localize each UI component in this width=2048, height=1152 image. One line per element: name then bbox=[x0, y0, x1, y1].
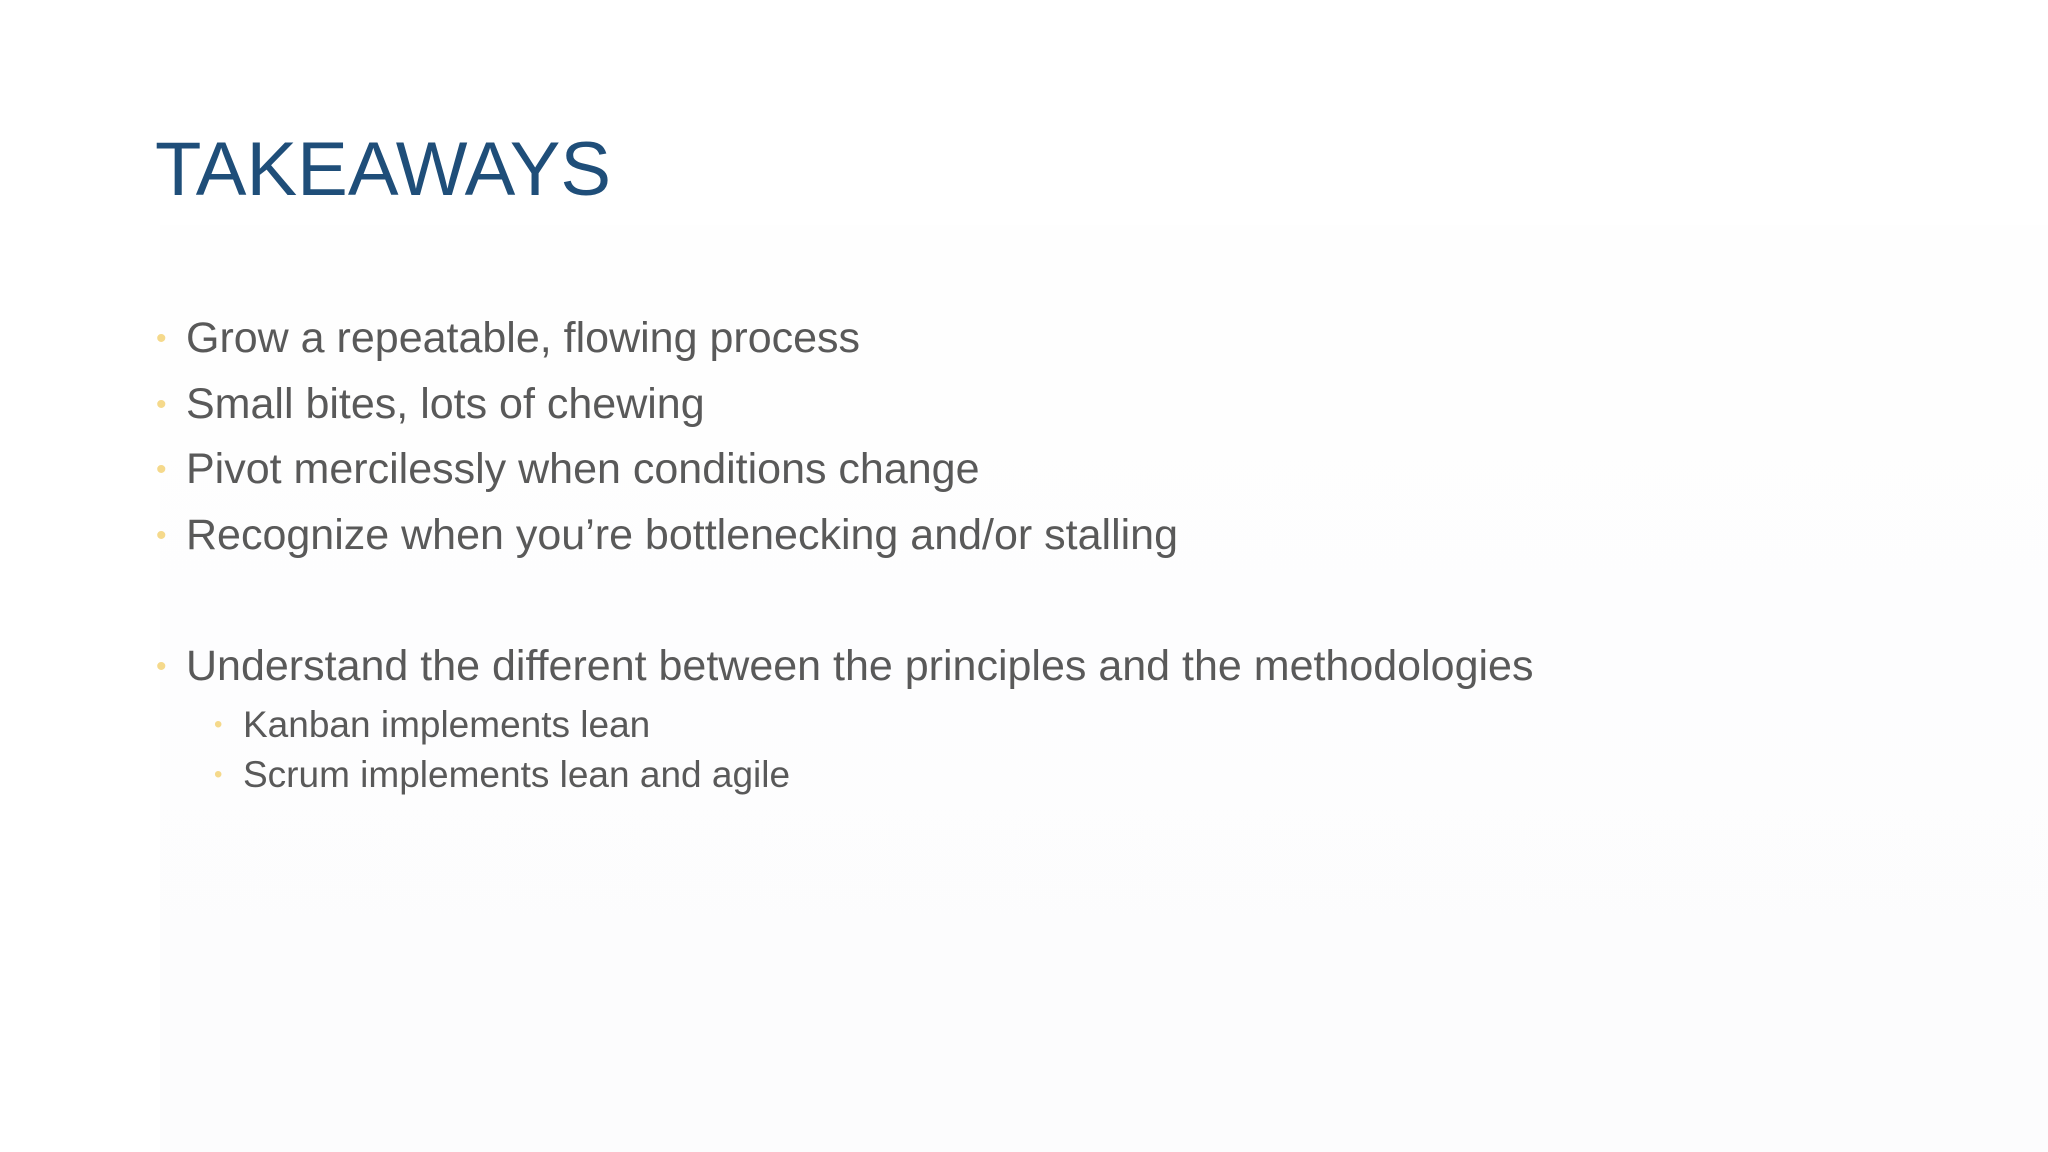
bullet-text: Grow a repeatable, flowing process bbox=[186, 314, 861, 362]
sub-bullet-item bbox=[154, 700, 1954, 750]
bullet-text: Recognize when you’re bottlenecking and/or stalling bbox=[186, 510, 1179, 559]
bullet-item bbox=[154, 372, 1954, 438]
bullet-dot-icon: • bbox=[156, 518, 167, 552]
bullet-item bbox=[154, 306, 1954, 372]
sub-bullet-item bbox=[154, 750, 1954, 800]
bullet-item bbox=[154, 503, 1954, 569]
sub-bullet-text: Scrum implements lean and agile bbox=[243, 753, 791, 795]
sub-bullet-text: Kanban implements lean bbox=[243, 703, 651, 745]
bullet-dot-icon: • bbox=[156, 322, 167, 355]
bullet-dot-icon: • bbox=[156, 453, 167, 486]
bullet-text: Pivot mercilessly when conditions change bbox=[186, 445, 980, 493]
slide-title: TAKEAWAYS bbox=[155, 127, 612, 212]
bullet-dot-icon: • bbox=[156, 387, 167, 421]
bullet-text: Small bites, lots of chewing bbox=[186, 379, 705, 428]
bullet-text: Understand the different between the principles and the methodologies bbox=[186, 642, 1534, 690]
bullet-item bbox=[154, 437, 1954, 503]
bullet-item bbox=[154, 634, 1954, 700]
sub-bullet-dot-icon: • bbox=[214, 710, 223, 738]
sub-bullet-dot-icon: • bbox=[214, 760, 223, 788]
bullet-list bbox=[154, 306, 1954, 800]
bullet-dot-icon: • bbox=[156, 650, 167, 683]
